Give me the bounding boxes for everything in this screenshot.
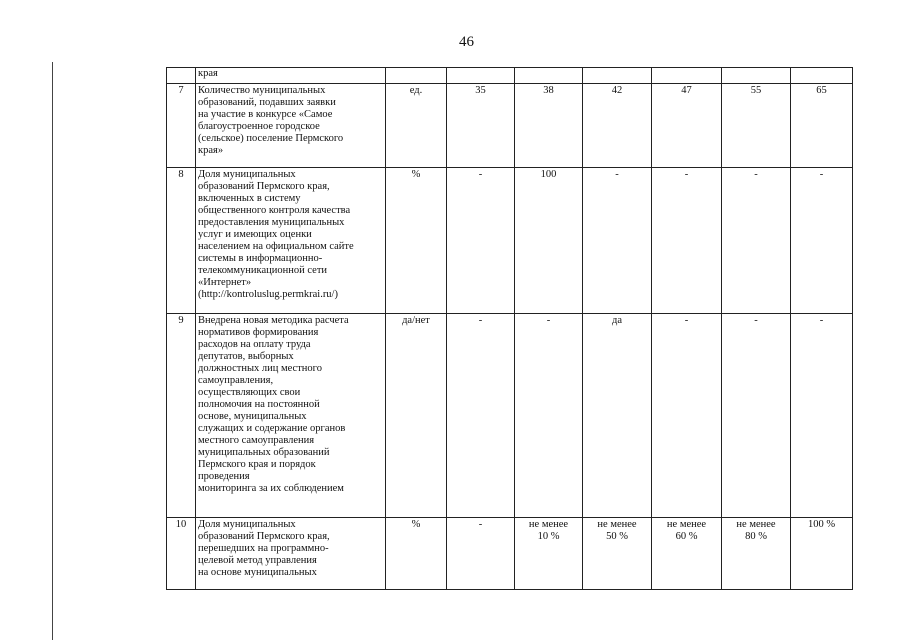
description-line: Внедрена новая методика расчета <box>198 315 349 326</box>
table-row <box>167 314 853 518</box>
indicator-description <box>196 84 386 168</box>
value-cell: 55 <box>722 84 791 168</box>
value-cell: 65 <box>791 84 853 168</box>
table-row-continuation <box>167 68 853 84</box>
table-cell <box>447 68 515 84</box>
table-cell <box>652 68 722 84</box>
value-cell: - <box>447 168 515 314</box>
row-number: 8 <box>167 168 196 314</box>
value-cell: - <box>791 168 853 314</box>
value-cell: - <box>447 518 515 590</box>
description-line: нормативов формирования <box>198 327 319 338</box>
table-cell <box>583 68 652 84</box>
description-line: системы в информационно- <box>198 253 323 264</box>
table-cell <box>722 68 791 84</box>
table-cell <box>386 68 447 84</box>
description-line: депутатов, выборных <box>198 351 294 362</box>
value-cell: 100 % <box>791 518 853 590</box>
description-line: «Интернет» <box>198 277 252 288</box>
continuation-text: края <box>196 68 386 84</box>
value-cell: не менее 50 % <box>583 518 652 590</box>
value-cell: - <box>447 314 515 518</box>
description-line: Доля муниципальных <box>198 169 296 180</box>
description-line: местного самоуправления <box>198 435 315 446</box>
description-line: муниципальных образований <box>198 447 330 458</box>
value-cell: 38 <box>515 84 583 168</box>
description-line: населением на официальном сайте <box>198 241 354 252</box>
value-cell: не менее 60 % <box>652 518 722 590</box>
table-row <box>167 84 853 168</box>
description-line: края» <box>198 145 224 156</box>
description-line: самоуправления, <box>198 375 274 386</box>
description-line: образований Пермского края, <box>198 531 330 542</box>
indicator-description <box>196 518 386 590</box>
description-line: благоустроенное городское <box>198 121 320 132</box>
table-row <box>167 168 853 314</box>
description-line: Количество муниципальных <box>198 85 326 96</box>
indicator-description <box>196 314 386 518</box>
value-cell: 100 <box>515 168 583 314</box>
value-cell: не менее 10 % <box>515 518 583 590</box>
value-cell: - <box>652 168 722 314</box>
unit-cell: ед. <box>386 84 447 168</box>
description-line: услуг и имеющих оценки <box>198 229 312 240</box>
unit-cell: % <box>386 518 447 590</box>
table-cell <box>515 68 583 84</box>
margin-line <box>52 62 53 640</box>
unit-cell: да/нет <box>386 314 447 518</box>
value-cell: - <box>583 168 652 314</box>
row-number: 9 <box>167 314 196 518</box>
description-line: должностных лиц местного <box>198 363 322 374</box>
description-line: телекоммуникационной сети <box>198 265 328 276</box>
description-line: включенных в систему <box>198 193 301 204</box>
description-line: (сельское) поселение Пермского <box>198 133 344 144</box>
table-cell <box>167 68 196 84</box>
description-line: предоставления муниципальных <box>198 217 345 228</box>
value-cell: 35 <box>447 84 515 168</box>
description-line: перешедших на программно- <box>198 543 329 554</box>
value-cell: да <box>583 314 652 518</box>
row-number: 7 <box>167 84 196 168</box>
description-line: Доля муниципальных <box>198 519 296 530</box>
description-line: осуществляющих свои <box>198 387 301 398</box>
value-cell: - <box>722 314 791 518</box>
description-line: основе, муниципальных <box>198 411 307 422</box>
description-line: целевой метод управления <box>198 555 317 566</box>
description-line: проведения <box>198 471 250 482</box>
description-line: мониторинга за их соблюдением <box>198 483 344 494</box>
value-cell: не менее 80 % <box>722 518 791 590</box>
description-line: полномочия на постоянной <box>198 399 320 410</box>
description-line: на основе муниципальных <box>198 567 317 578</box>
indicators-table <box>166 67 853 590</box>
value-cell: 47 <box>652 84 722 168</box>
table-cell <box>791 68 853 84</box>
value-cell: 42 <box>583 84 652 168</box>
value-cell: - <box>515 314 583 518</box>
table-row <box>167 518 853 590</box>
description-line: образований Пермского края, <box>198 181 330 192</box>
description-line: общественного контроля качества <box>198 205 351 216</box>
description-line: (http://kontroluslug.permkrai.ru/) <box>198 289 338 300</box>
page-number: 46 <box>459 34 474 50</box>
value-cell: - <box>722 168 791 314</box>
description-line: Пермского края и порядок <box>198 459 316 470</box>
unit-cell: % <box>386 168 447 314</box>
description-line: служащих и содержание органов <box>198 423 346 434</box>
row-number: 10 <box>167 518 196 590</box>
description-line: образований, подавших заявки <box>198 97 336 108</box>
description-line: на участие в конкурсе «Самое <box>198 109 333 120</box>
value-cell: - <box>652 314 722 518</box>
indicator-description <box>196 168 386 314</box>
description-line: расходов на оплату труда <box>198 339 311 350</box>
value-cell: - <box>791 314 853 518</box>
